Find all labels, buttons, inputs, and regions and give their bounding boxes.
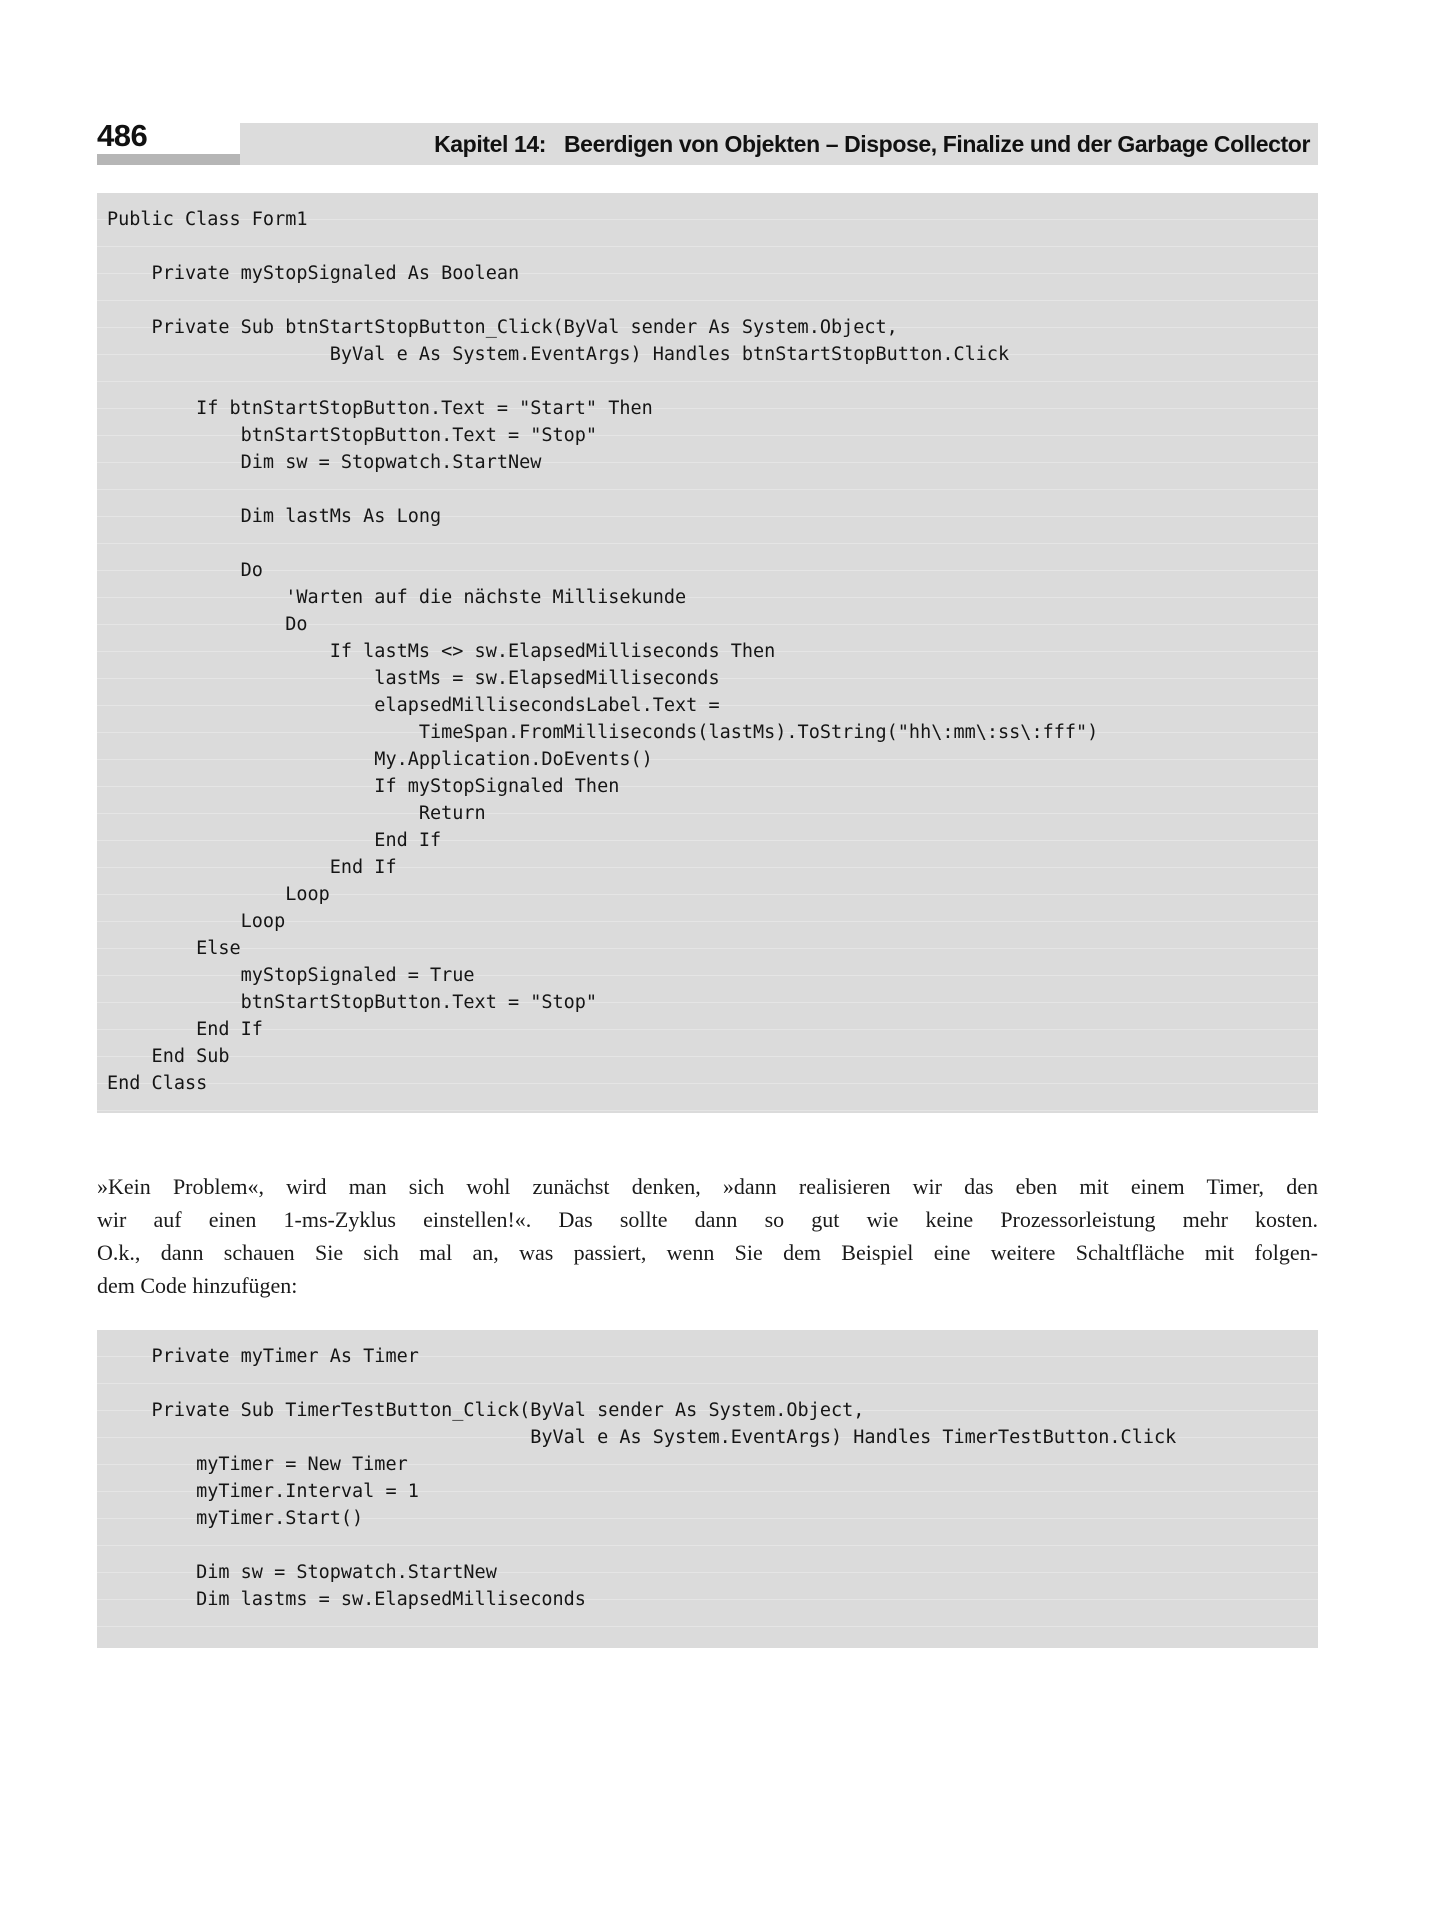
- text-line: If lastMs <> sw.ElapsedMilliseconds Then: [107, 641, 776, 662]
- chapter-title: Kapitel 14: Beerdigen von Objekten – Dispose, Finalize und der Garbage Collector: [434, 130, 1310, 157]
- page-header: [97, 96, 1318, 165]
- text-line: myTimer.Start(): [107, 1508, 364, 1529]
- text-line: If myStopSignaled Then: [107, 776, 620, 797]
- text-line: TimeSpan.FromMilliseconds(lastMs).ToString("hh\:mm\:ss\:fff"): [107, 722, 1099, 743]
- text-line: [107, 530, 1312, 557]
- text-line: End Sub: [107, 1046, 230, 1067]
- text-line: Loop: [107, 911, 286, 932]
- text-line: Dim lastMs As Long: [107, 506, 442, 527]
- text-line: »Kein Problem«, wird man sich wohl zunächst denken, »dann realisieren wir das eben mit einem Timer, den: [97, 1174, 1318, 1199]
- text-line: [107, 1532, 1312, 1559]
- text-line: wir auf einen 1-ms-Zyklus einstellen!«. Das sollte dann so gut wie keine Prozessorleistung mehr kosten.: [97, 1207, 1318, 1232]
- page-number-rule: [97, 154, 240, 165]
- text-line: If btnStartStopButton.Text = "Start" Then: [107, 398, 653, 419]
- text-line: My.Application.DoEvents(): [107, 749, 653, 770]
- text-line: Dim sw = Stopwatch.StartNew: [107, 1562, 497, 1583]
- page-number-block: [97, 120, 240, 165]
- page-number: 486: [97, 118, 148, 153]
- text-line: btnStartStopButton.Text = "Stop": [107, 992, 598, 1013]
- text-line: lastMs = sw.ElapsedMilliseconds: [107, 668, 720, 689]
- text-line: Loop: [107, 884, 330, 905]
- text-line: Public Class Form1: [107, 209, 308, 230]
- text-line: [107, 368, 1312, 395]
- text-line: myTimer = New Timer: [107, 1454, 408, 1475]
- text-line: End If: [107, 857, 397, 878]
- text-line: End If: [107, 830, 442, 851]
- text-line: O.k., dann schauen Sie sich mal an, was passiert, wenn Sie dem Beispiel eine weitere Schaltfläche mit folgen-: [97, 1240, 1318, 1265]
- chapter-header-bar: [240, 123, 1318, 165]
- text-line: [107, 1370, 1312, 1397]
- text-line: End Class: [107, 1073, 208, 1094]
- text-line: ByVal e As System.EventArgs) Handles btnStartStopButton.Click: [107, 344, 1010, 365]
- text-line: Private Sub TimerTestButton_Click(ByVal sender As System.Object,: [107, 1400, 865, 1421]
- text-line: Dim sw = Stopwatch.StartNew: [107, 452, 542, 473]
- text-line: [107, 476, 1312, 503]
- body-paragraph: [97, 1170, 1318, 1302]
- code-listing-1: [97, 193, 1318, 1113]
- text-line: Do: [107, 614, 308, 635]
- text-line: Do: [107, 560, 263, 581]
- text-line: Private myStopSignaled As Boolean: [107, 263, 520, 284]
- text-line: Return: [107, 803, 486, 824]
- text-line: btnStartStopButton.Text = "Stop": [107, 425, 598, 446]
- text-line: [107, 233, 1312, 260]
- text-line: [107, 287, 1312, 314]
- text-line: Private myTimer As Timer: [107, 1346, 419, 1367]
- text-line: myTimer.Interval = 1: [107, 1481, 419, 1502]
- text-line: End If: [107, 1019, 263, 1040]
- text-line: ByVal e As System.EventArgs) Handles TimerTestButton.Click: [107, 1427, 1177, 1448]
- text-line: 'Warten auf die nächste Millisekunde: [107, 587, 687, 608]
- text-line: Private Sub btnStartStopButton_Click(ByVal sender As System.Object,: [107, 317, 898, 338]
- text-line: dem Code hinzufügen:: [97, 1273, 298, 1298]
- text-line: Else: [107, 938, 241, 959]
- text-line: [107, 1613, 1312, 1640]
- code-listing-2: [97, 1330, 1318, 1648]
- text-line: Dim lastms = sw.ElapsedMilliseconds: [107, 1589, 586, 1610]
- text-line: myStopSignaled = True: [107, 965, 475, 986]
- text-line: elapsedMillisecondsLabel.Text =: [107, 695, 720, 716]
